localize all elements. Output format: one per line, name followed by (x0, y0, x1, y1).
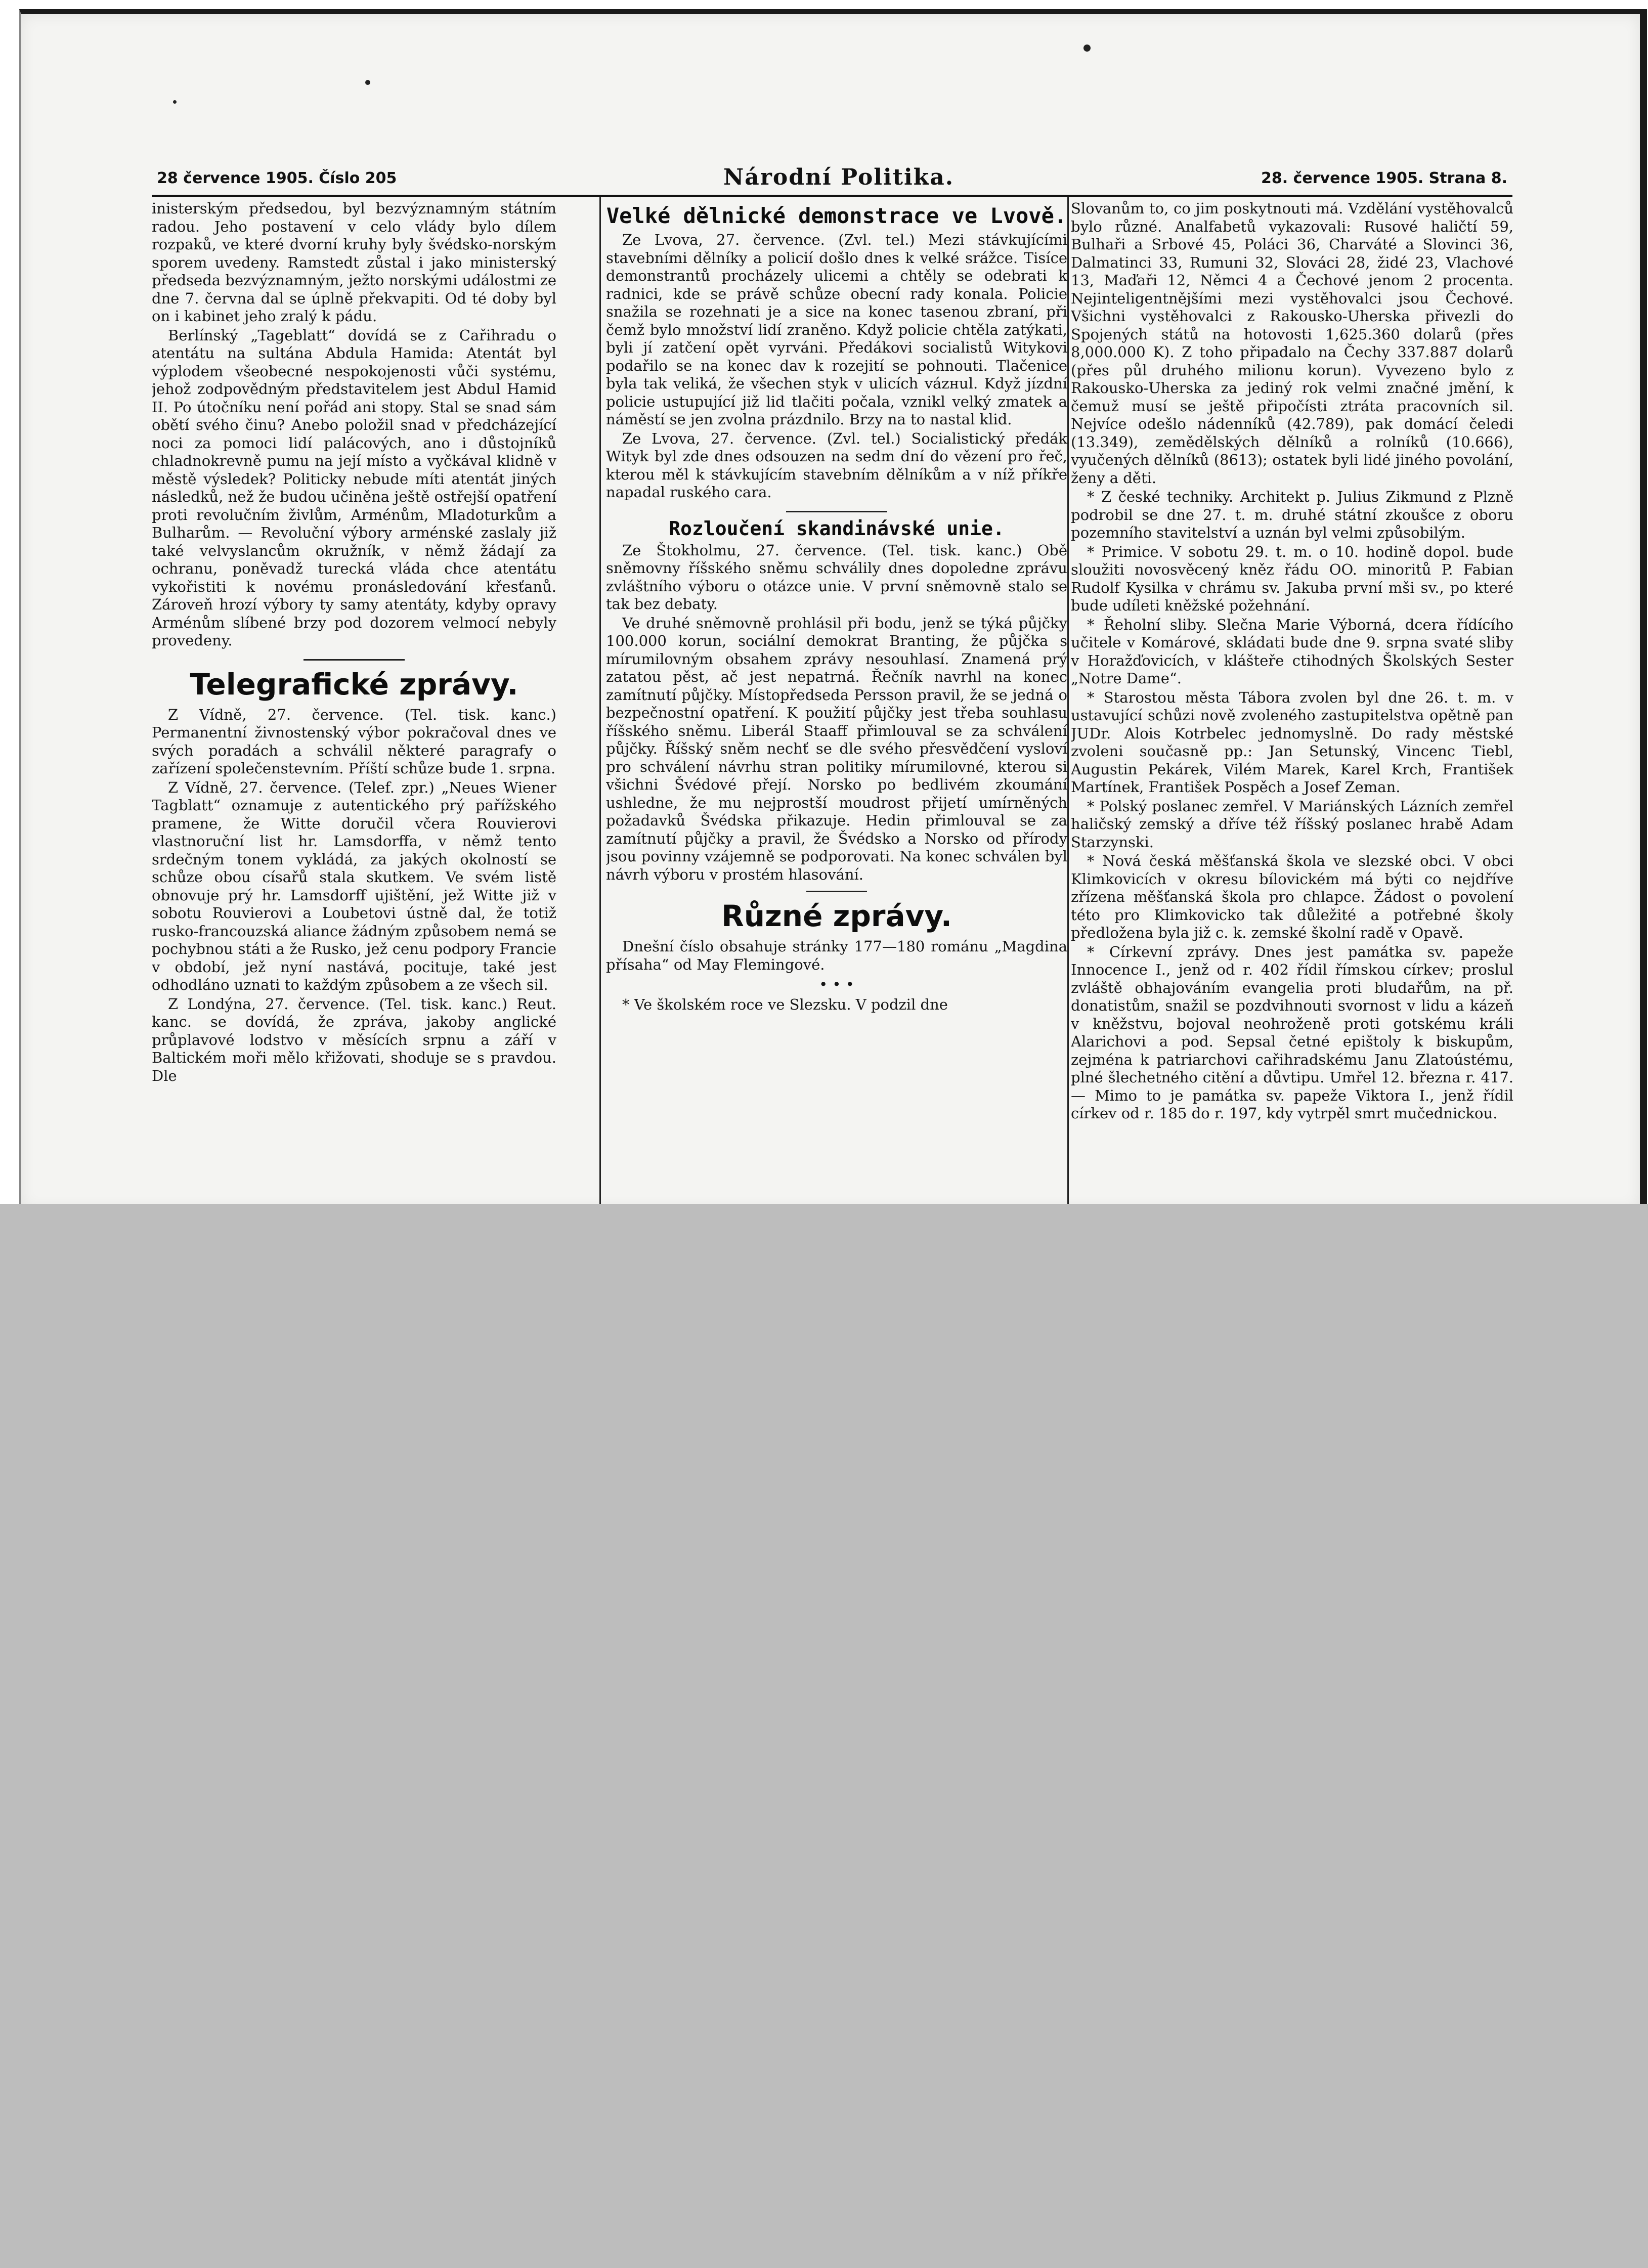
news-item: Ze Lvova, 27. července. (Zvl. tel.) Socialistický předák Wityk byl zde dnes odsouzen na sedm dní do vězení pro řeč, kterou měl k stávkujícím stavebním dělníkům a v níž příkře napadal ruského cara. (606, 429, 1067, 501)
section-heading-telegraph: Telegrafické zprávy. (190, 667, 518, 702)
empty-scan-background (0, 1204, 1648, 2268)
news-item: * Z české techniky. Architekt p. Julius Zikmund z Plzně podrobil se dne 27. t. m. druhé státní zkoušce z oboru pozemního stavitelství a uznán byl velmi způsobilým. (1071, 488, 1513, 541)
column-divider (1067, 197, 1069, 1204)
news-item: Ve druhé sněmovně prohlásil při bodu, jenž se týká půjčky 100.000 korun, sociální demokrat Branting, že půjčka s mírumilovným obsahem zprávy nesouhlasí. Znamená prý zatatou pěst, ač jest nepatrná. Řečník navrhl na konec zamítnutí půjčky. Místopředseda Persson pravil, že se jedná o bezpečnostní opatření. K použití půjčky jest třeba souhlasu říšského sněmu. Liberál Staaff přimlouval se za schválení půjčky. Říšský sněm nechť se dle svého přesvědčení vysloví pro schválení návrhu stran politiky mírumilovné, kterou si všichni Švédové přejí. Norsko po bedlivém zkoumání ushledne, že mu nejprostší moudrost přijetí umírněných požadavků Švédska přikazuje. Hedin přimlouval se za zamítnutí půjčky a pravil, že Švédsko a Norsko od přírody jsou povinny vzájemně se podporovati. Na konec schválen byl návrh výboru v prostém hlasování. (606, 614, 1067, 883)
section-heading-various: Různé zprávy. (721, 899, 952, 933)
column-3 (1071, 200, 1513, 1204)
article-heading-lvov: Velké dělnické demonstrace ve Lvově. (606, 203, 1067, 228)
news-item: Z Londýna, 27. července. (Tel. tisk. kanc.) Reut. kanc. se dovídá, že zpráva, jakoby anglické průplavové lodstvo v měsících srpnu a září v Baltickém moři mělo křižovati, shoduje se s pravdou. Dle (152, 995, 556, 1084)
masthead-title: Národní Politika. (723, 164, 955, 190)
news-item: Ze Štokholmu, 27. července. (Tel. tisk. kanc.) Obě sněmovny říšského sněmu schválily dnes dopoledne zprávu zvláštního výboru o otázce unie. V první sněmovně stalo se tak bez debaty. (606, 541, 1067, 613)
ornament-separator: • • • (819, 976, 854, 993)
news-item: * Polský poslanec zemřel. V Mariánských Lázních zemřel haličský zemský a dříve též říšský poslanec hrabě Adam Starzynski. (1071, 797, 1513, 851)
news-item: * Primice. V sobotu 29. t. m. o 10. hodině dopol. bude sloužiti novosvěcený kněz řádu OO. minoritů P. Fabian Rudolf Kysilka v chrámu sv. Jakuba první mši sv., po které bude udíleti kněžské požehnání. (1071, 543, 1513, 614)
news-item: Z Vídně, 27. července. (Telef. zpr.) „Neues Wiener Tagblatt“ oznamuje z autentického prý pařížského pramene, že Witte doručil včera Rouvierovi vlastnoruční list hr. Lamsdorffa, v němž tento srdečným tonem vykládá, za jakých okolností se schůze obou císařů stala skutkem. Ve svém listě obnovuje prý hr. Lamsdorff ujištění, jež Witte již v sobotu Rouvierovi a Loubetovi ústně dal, že totiž rusko-francouzská aliance žádným způsobem nemá se pochybnou státi a že Rusko, jež cenu podpory Francie v období, jež nyní nastává, pocituje, také jest odhodláno uznati to každým způsobem a ze všech sil. (152, 778, 556, 993)
ink-speck (365, 80, 370, 85)
news-item: Z Vídně, 27. července. (Tel. tisk. kanc.) Permanentní živnostenský výbor pokračoval dnes ve svých poradách a schválil některé paragrafy o zařízení společenstevním. Příští schůze bude 1. srpna. (152, 706, 556, 777)
article-paragraph: inisterským předsedou, byl bezvýznamným státním radou. Jeho postavení v celo vlády bylo dílem rozpaků, ve které dvorní kruhy byly švédsko-norským sporem uvedeny. Ramstedt zůstal i jako ministerský předseda bezvýznamným, ježto norskými událostmi ze dne 7. června dal se úplně překvapiti. Od té doby byl on i kabinet jeho zralý k pádu. (152, 200, 556, 325)
header-date-issue: 28 července 1905. Číslo 205 (157, 169, 397, 187)
news-item: * Církevní zprávy. Dnes jest památka sv. papeže Innocence I., jenž od r. 402 řídil římskou církev; proslul zvláště obhajováním evangelia proti bludařům, na př. donatistům, snažil se pozdvihnouti svornost v lidu a kázeň v kněžstvu, bojoval neohroženě proti gotskému králi Alarichovi a pod. Sepsal četné epištoly k biskupům, zejména k patriarchovi cařihradskému Janu Zlatoústému, plné šlechetného citění a důvtipu. Umřel 12. března r. 417. — Mimo to je památka sv. papeže Viktora I., jenž řídil církev od r. 185 do r. 197, kdy vytrpěl smrt mučednickou. (1071, 943, 1513, 1122)
column-divider (599, 197, 601, 1204)
news-item: * Starostou města Tábora zvolen byl dne 26. t. m. v ustavující schůzi nově zvoleného zastupitelstva opětně pan JUDr. Alois Kotrbelec jednomyslně. Do rady městské zvoleni současně pp.: Jan Setunský, Vincenc Tiebl, Augustin Pekárek, Vilém Marek, Karel Krch, František Martínek, František Pospěch a Josef Zeman. (1071, 688, 1513, 796)
news-item: * Ve školském roce ve Slezsku. V podzil dne (622, 995, 948, 1013)
header-date-page: 28. července 1905. Strana 8. (1261, 169, 1507, 187)
ink-speck (173, 100, 177, 104)
column-2 (606, 200, 1067, 1204)
column-1 (152, 200, 556, 1204)
news-item: * Nová česká měšťanská škola ve slezské obci. V obci Klimkovicích v okresu bílovickém má býti co nejdříve zřízena měšťanská škola pro chlapce. Žádost o povolení této pro Klimkovicko tak důležité a potřebné školy předložena byla již c. k. zemské školní radě v Opavě. (1071, 852, 1513, 941)
section-divider (303, 659, 405, 661)
news-item: Ze Lvova, 27. července. (Zvl. tel.) Mezi stávkujícími stavebními dělníky a policií došlo dnes k velké srážce. Tisíce demonstrantů procházely ulicemi a chtěly se odebrati k radnici, kde se právě schůze obecní rady konala. Policie snažila se rozehnati je a sice na konec tasenou zbraní, při čemž bylo množství lidí zraněno. Když policie chtěla zatýkati, byli jí zatčení opět vyrváni. Předákovi socialistů Witykovi podařilo se na konec dav k rozejití se pohnouti. Tlačenice byla tak veliká, že všechen styk v ulicích vázнul. Když jízdní policie ustupující již lid tlačiti počala, vznikl velký zmatek a náměstí se jen zvolna prázdnilo. Brzy na to nastal klid. (606, 231, 1067, 428)
section-divider (786, 511, 887, 512)
article-heading-scandinavia: Rozloučení skandinávské unie. (669, 517, 1005, 540)
article-paragraph: Slovanům to, co jim poskytnouti má. Vzdělání vystěhovalců bylo různé. Analfabetů vykazovali: Rusové haličtí 59, Bulhaři a Srbové 45, Poláci 36, Charváté a Slovinci 36, Dalmatinci 33, Rumuni 32, Slováci 28, židé 23, Vlachové 13, Maďaři 12, Němci 4 a Čechové jenom 2 procenta. Nejinteligentnějšími mezi vystěhovalci jsou Čechové. Všichni vystěhovalci z Rakousko-Uherska přivezli do Spojených států na hotovosti 1,625.360 dolarů (přes 8,000.000 K). Z toho připadalo na Čechy 337.887 dolarů (přes půl druhého milionu korun). Vyvezeno bylo z Rakousko-Uherska za jediný rok velmi značné jmění, k čemuž musí se ještě připočísti ztráta pracovních sil. Nejvíce odešlo nádenníků (42.789), pak domácí čeledi (13.349), zemědělských dělníků a rolníků (10.666), vyučených dělníků (8613); ostatek byli lidé jiného povolání, ženy a děti. (1071, 200, 1513, 487)
section-divider (806, 891, 867, 892)
news-item: * Řeholní sliby. Slečna Marie Výborná, dcera řídícího učitele v Komárové, skládati bude dne 9. srpna svaté sliby v Horažďovicích, v klášteře ctihodných Školských Sester „Notre Dame“. (1071, 616, 1513, 687)
article-paragraph: Berlínský „Tageblatt“ dovídá se z Cařihradu o atentátu na sultána Abdula Hamida: Atentát byl výplodem všeobecné nespokojenosti vůči systému, jehož zodpovědným představitelem jest Abdul Hamid II. Po útočníku není pořád ani stopy. Stal se snad sám obětí svého činu? Anebo položil snad v předcházející noci za pomoci lidí palácových, ano i důstojníků chladnokrevně pumu na její místo a vyčkával klidně v městě výsledek? Politicky nebude míti atentát jiných následků, než že budou učiněna ještě ostřejší opatření proti revolučním živlům, Arménům, Mladoturkům a Bulharům. — Revoluční výbory arménské zaslaly již také velvyslancům okružník, v němž žádají za ochranu, poněvadž turecká vláda chce atentátu vykořistiti k novému pronásledování křesťanů. Zároveň hrozí výbory ty samy atentáty, kdyby opravy Arménům slíbené brzy pod dozorem velmocí nebyly provedeny. (152, 326, 556, 649)
page-header (152, 164, 1512, 197)
ink-speck (1083, 45, 1091, 52)
notice-paragraph: Dnešní číslo obsahuje stránky 177—180 románu „Magdina přísaha“ od May Flemingové. (606, 938, 1067, 973)
